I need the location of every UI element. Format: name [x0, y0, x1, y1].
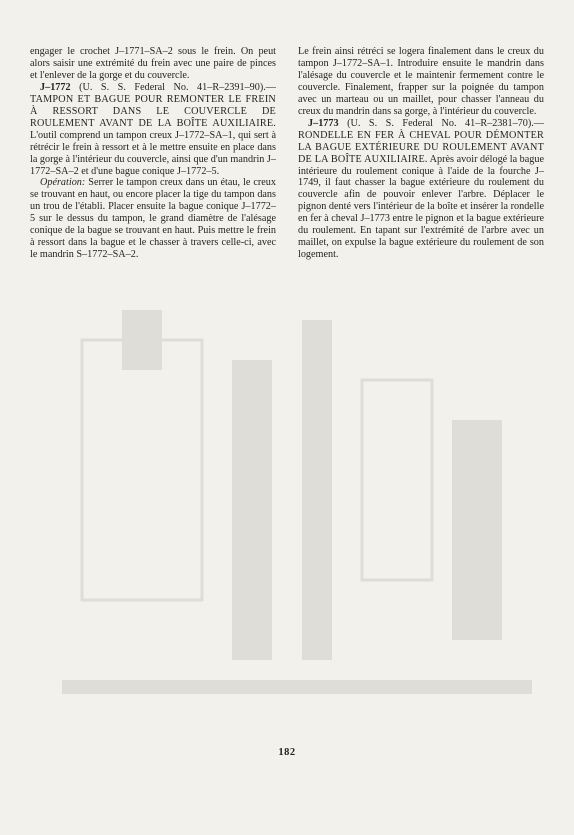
- left-paragraph-1: engager le crochet J–1771–SA–2 sous le frein. On peut alors saisir une extrémité du frein avec une paire de pinces et l'enlever de la gorge et du couvercle.: [30, 46, 276, 81]
- section-title: RONDELLE EN FER À CHEVAL POUR DÉMONTER LA BAGUE EXTÉRIEURE DU ROULEMENT AVANT DE LA BOÎTE AUXILIAIRE.: [298, 129, 544, 165]
- left-paragraph-3: [30, 177, 276, 261]
- section-title: TAMPON ET BAGUE POUR REMONTER LE FREIN À RESSORT DANS LE COUVERCLE DE ROULEMENT AVANT DE LA BOÎTE AUXILIAIRE.: [30, 93, 276, 129]
- right-paragraph-2: [298, 118, 544, 261]
- federal-reference: (U. S. S. Federal No. 41–R–2381–70).—: [338, 117, 544, 129]
- section-body: Après avoir délogé la bague intérieure du roulement conique à l'aide de la fourche J–1749, il faut chasser la bague extérieure du roulement du couvercle afin de pouvoir enlever l'arbre. Déplacer le pignon denté vers l'intérieur de la boîte et insérer la rondelle en fer à cheval J–1773 entre le pignon et la bague extérieure du roulement. En tapant sur l'extrémité de l'arbre avec un maillet, on expulse la bague extérieure du roulement de son logement.: [298, 153, 544, 261]
- right-paragraph-1: Le frein ainsi rétréci se logera finalement dans le creux du tampon J–1772–SA–1. Introduire ensuite le mandrin dans l'alésage du couvercle et le maintenir fermement contre le couvercle. Finalement, frapper sur la poignée du tampon avec un marteau ou un maillet, pour chasser l'anneau du creux du mandrin dans sa gorge, à l'intérieur du couvercle.: [298, 46, 544, 117]
- tool-number-j1772: J–1772: [40, 81, 71, 93]
- tool-number-j1773: J–1773: [308, 117, 339, 129]
- left-column: [30, 46, 276, 261]
- operation-body: Serrer le tampon creux dans un étau, le creux se trouvant en haut, ou encore placer la tige du tampon dans un trou de l'établi. Placer ensuite la bague conique J–1772–5 sur le dessus du tampon, le grand diamètre de l'alésage conique de la bague se trouvant en haut. Puis mettre le frein à ressort dans la bague et le chasser à travers celle-ci, avec le mandrin S–1772–SA–2.: [30, 177, 276, 261]
- show-through-illustration: [62, 300, 532, 720]
- section-body: L'outil comprend un tampon creux J–1772–SA–1, qui sert à rétrécir le frein à ressort et à le mettre ensuite en place dans la gorge à l'intérieur du couvercle, ainsi que d'un mandrin J–1772–SA–2 et d'une bague conique J–1772–5.: [30, 129, 276, 177]
- page-number: 182: [278, 747, 296, 758]
- operation-label: Opération:: [40, 177, 86, 189]
- left-paragraph-2: [30, 82, 276, 178]
- right-column: [298, 46, 544, 261]
- federal-reference: (U. S. S. Federal No. 41–R–2391–90).—: [70, 81, 276, 93]
